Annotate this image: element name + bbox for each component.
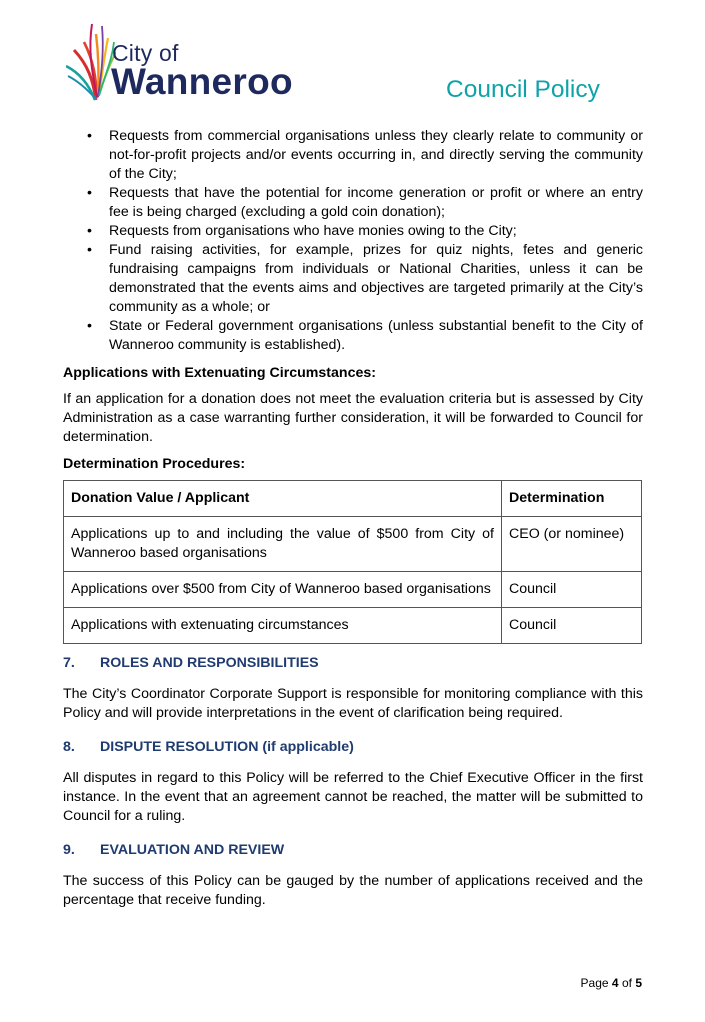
bullet-icon: • <box>87 318 92 334</box>
determination-heading: Determination Procedures: <box>63 456 246 472</box>
exclusion-list <box>63 127 643 355</box>
table-header-row <box>64 481 642 517</box>
table-cell-determination: Council <box>502 608 642 644</box>
list-item <box>63 241 643 317</box>
column-header-applicant: Donation Value / Applicant <box>64 481 502 517</box>
page-number <box>581 975 642 991</box>
document-type-title: Council Policy <box>446 76 600 103</box>
list-item <box>63 222 643 241</box>
logo-wanneroo-text: Wanneroo <box>111 61 293 102</box>
table-row <box>64 517 642 572</box>
list-item <box>63 127 643 184</box>
table-cell-determination: CEO (or nominee) <box>502 517 642 572</box>
section-title: DISPUTE RESOLUTION (if applicable) <box>100 739 354 755</box>
section-number: 9. <box>63 842 75 858</box>
table-row <box>64 572 642 608</box>
table-cell-determination: Council <box>502 572 642 608</box>
bullet-icon: • <box>87 223 92 239</box>
column-header-determination: Determination <box>502 481 642 517</box>
list-item-text: State or Federal government organisations (unless substantial benefit to the City of Wanneroo community is established). <box>109 318 643 353</box>
bullet-icon: • <box>87 128 92 144</box>
page-current: 4 <box>611 976 619 990</box>
list-item-text: Requests that have the potential for income generation or profit or where an entry fee is being charged (excluding a gold coin donation); <box>109 185 643 220</box>
of-label: of <box>621 976 632 990</box>
list-item <box>63 184 643 222</box>
bullet-icon: • <box>87 185 92 201</box>
determination-table <box>63 480 642 644</box>
section-7-heading <box>63 654 319 673</box>
section-7-paragraph: The City’s Coordinator Corporate Support is responsible for monitoring compliance with this Policy and will provide interpretations in the event of clarification being required. <box>63 686 643 721</box>
section-number: 8. <box>63 739 75 755</box>
table-cell-applicant: Applications over $500 from City of Wanneroo based organisations <box>64 572 502 608</box>
section-8-heading <box>63 738 354 757</box>
logo-city-text: City of <box>112 40 179 66</box>
section-8-paragraph: All disputes in regard to this Policy will be referred to the Chief Executive Officer in the first instance. In the event that an agreement cannot be reached, the matter will be submitted to Council for a ruling. <box>63 770 643 824</box>
section-number: 7. <box>63 655 75 671</box>
bullet-icon: • <box>87 242 92 258</box>
extenuating-paragraph: If an application for a donation does not meet the evaluation criteria but is assessed by City Administration as a case warranting further consideration, it will be forwarded to Council for determination. <box>63 391 643 445</box>
city-of-wanneroo-logo <box>66 20 291 102</box>
section-title: ROLES AND RESPONSIBILITIES <box>100 655 319 671</box>
page-total: 5 <box>635 976 642 990</box>
table-cell-applicant: Applications with extenuating circumstances <box>64 608 502 644</box>
section-title: EVALUATION AND REVIEW <box>100 842 285 858</box>
extenuating-heading: Applications with Extenuating Circumstances: <box>63 365 376 381</box>
table-row <box>64 608 642 644</box>
table-cell-applicant: Applications up to and including the value of $500 from City of Wanneroo based organisations <box>64 517 502 572</box>
list-item <box>63 317 643 355</box>
section-9-paragraph: The success of this Policy can be gauged by the number of applications received and the percentage that receive funding. <box>63 873 643 908</box>
list-item-text: Requests from organisations who have monies owing to the City; <box>109 223 517 239</box>
section-9-heading <box>63 841 284 860</box>
list-item-text: Fund raising activities, for example, prizes for quiz nights, fetes and generic fundraising campaigns from individuals or National Charities, unless it can be demonstrated that the events aims and objectives are targeted primarily at the City’s community as a whole; or <box>109 242 643 315</box>
logo-plant-icon <box>66 20 116 102</box>
page-label: Page <box>580 976 609 990</box>
list-item-text: Requests from commercial organisations unless they clearly relate to community or not-for-profit projects and/or events occurring in, and directly serving the community of the City; <box>109 128 643 182</box>
